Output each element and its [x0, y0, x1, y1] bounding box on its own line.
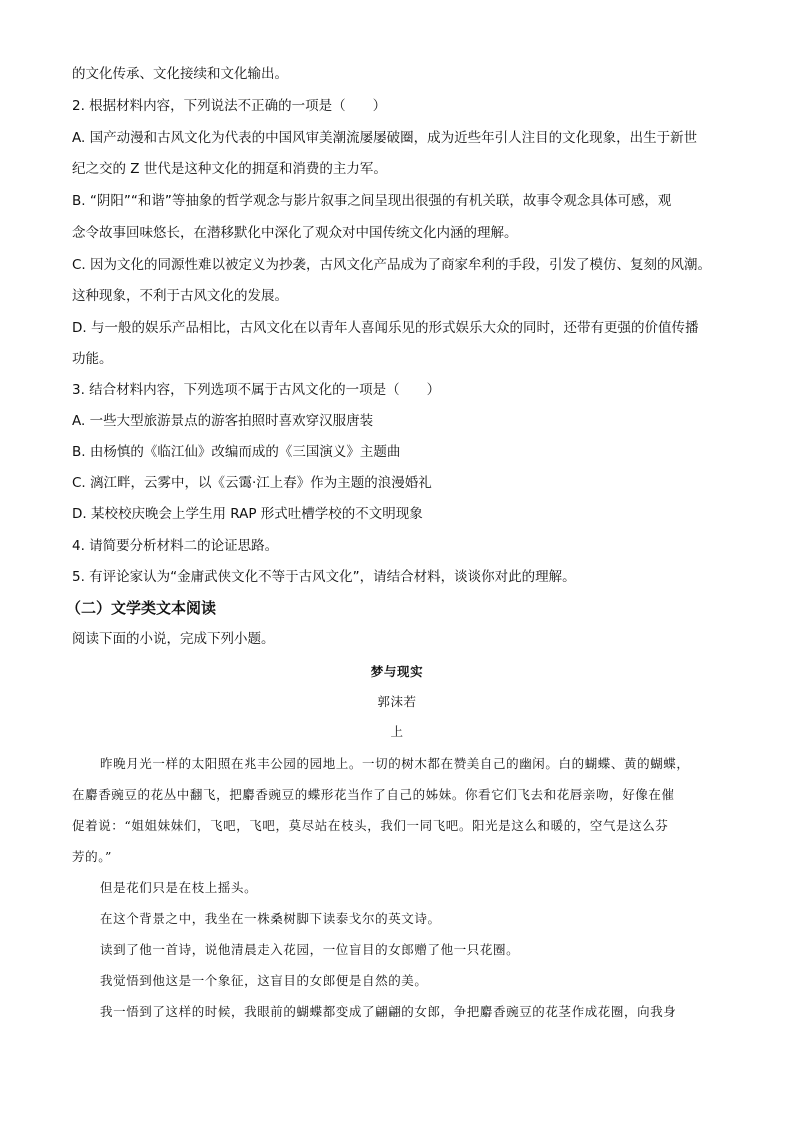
- option-a: A. 一些大型旅游景点的游客拍照时喜欢穿汉服唐装: [72, 413, 374, 429]
- question-4: 4. 请简要分析材料二的论证思路。: [72, 538, 279, 554]
- story-paragraph-line: 我觉悟到他这是一个象征，这盲目的女郎便是自然的美。: [100, 973, 428, 988]
- question-5: 5. 有评论家认为“金庸武侠文化不等于古风文化”，请结合材料，谈谈你对此的理解。: [72, 569, 576, 585]
- story-paragraph-line: 昨晚月光一样的太阳照在兆丰公园的园地上。一切的树木都在赞美自己的幽闲。白的蝴蝶、黄的蝴蝶，: [100, 756, 690, 771]
- story-paragraph-line: 但是花们只是在枝上摇头。: [100, 880, 258, 895]
- story-paragraph-line: 芳的。”: [72, 849, 113, 864]
- section-heading: （二）文学类文本阅读: [66, 599, 217, 617]
- question-2: 2. 根据材料内容，下列说法不正确的一项是（ ）: [72, 98, 387, 114]
- story-title: 梦与现实: [370, 664, 424, 679]
- option-d: D. 与一般的娱乐产品相比，古风文化在以青年人喜闻乐见的形式娱乐大众的同时，还带有更强的价值传播: [72, 320, 699, 336]
- text-line: 这种现象，不利于古风文化的发展。: [72, 288, 288, 304]
- question-3: 3. 结合材料内容，下列选项不属于古风文化的一项是（ ）: [72, 382, 441, 398]
- option-c: C. 漓江畔，云雾中，以《云霭·江上春》作为主题的浪漫婚礼: [72, 475, 432, 491]
- story-paragraph-line: 我一悟到了这样的时候，我眼前的蝴蝶都变成了翩翩的女郎，争把麝香豌豆的花茎作成花圈，向我身: [100, 1004, 677, 1019]
- story-author: 郭沫若: [377, 694, 417, 709]
- text-line: 念令故事回味悠长，在潜移默化中深化了观众对中国传统文化内涵的理解。: [72, 225, 518, 241]
- option-c: C. 因为文化的同源性难以被定义为抄袭，古风文化产品成为了商家牟利的手段，引发了模仿、复刻的风潮。: [72, 257, 712, 273]
- story-paragraph-line: 在麝香豌豆的花丛中翻飞，把麝香豌豆的蝶形花当作了自己的姊妹。你看它们飞去和花唇亲吻，好像在催: [72, 787, 675, 802]
- story-paragraph-line: 促着说：“姐姐妹妹们，飞吧，飞吧，莫尽站在枝头，我们一同飞吧。阳光是这么和暖的，空气是这么芬: [72, 818, 669, 833]
- text-line: 纪之交的 Z 世代是这种文化的拥趸和消费的主力军。: [72, 161, 387, 177]
- option-b: B. “阴阳”“和谐”等抽象的哲学观念与影片叙事之间呈现出很强的有机关联，故事令观念具体可感，观: [72, 193, 672, 209]
- text-line: 功能。: [72, 351, 113, 367]
- story-part-label: 上: [390, 724, 404, 739]
- story-paragraph-line: 在这个背景之中，我坐在一株桑树脚下读泰戈尔的英文诗。: [100, 911, 441, 926]
- section-instruction: 阅读下面的小说，完成下列小题。: [72, 631, 275, 647]
- option-a: A. 国产动漫和古风文化为代表的中国风审美潮流屡屡破圈，成为近些年引人注目的文化现象，出生于新世: [72, 130, 698, 146]
- option-d: D. 某校校庆晚会上学生用 RAP 形式吐槽学校的不文明现象: [72, 506, 423, 522]
- story-paragraph-line: 读到了他一首诗，说他清晨走入花园，一位盲目的女郎赠了他一只花圈。: [100, 942, 520, 957]
- option-b: B. 由杨慎的《临江仙》改编而成的《三国演义》主题曲: [72, 444, 401, 460]
- text-line: 的文化传承、文化接续和文化输出。: [72, 66, 288, 82]
